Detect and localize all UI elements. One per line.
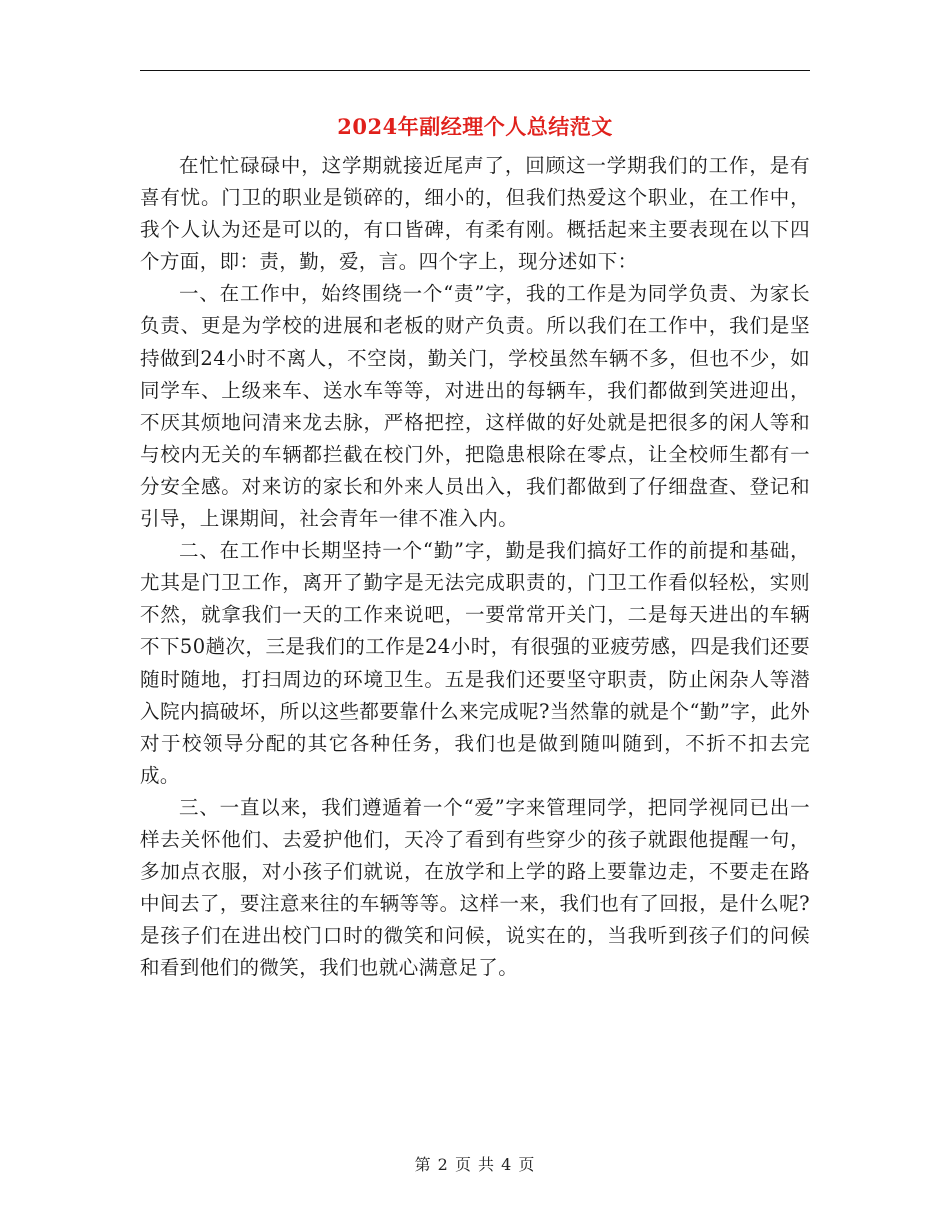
paragraph-diligence: 二、在工作中长期坚持一个“勤”字，勤是我们搞好工作的前提和基础，尤其是门卫工作，离开了勤字是无法完成职责的，门卫工作看似轻松，实则不然，就拿我们一天的工作来说吧，一要常常开关门，二是每天进出的车辆不下50趟次，三是我们的工作是24小时，有很强的亚疲劳感，四是我们还要随时随地，打扫周边的环境卫生。五是我们还要坚守职责，防止闲杂人等潜入院内搞破坏，所以这些都要靠什么来完成呢?当然靠的就是个“勤”字，此外对于校领导分配的其它各种任务，我们也是做到随叫随到，不折不扣去完成。 bbox=[140, 539, 810, 787]
paragraph-intro: 在忙忙碌碌中，这学期就接近尾声了，回顾这一学期我们的工作，是有喜有忧。门卫的职业是锁碎的，细小的，但我们热爱这个职业，在工作中，我个人认为还是可以的，有口皆碑，有柔有刚。概括起来主要表现在以下四个方面，即：责，勤，爱，言。四个字上，现分述如下： bbox=[140, 154, 810, 274]
document-title: 2024年副经理个人总结范文 bbox=[337, 114, 613, 139]
page-footer bbox=[0, 1155, 950, 1175]
paragraph-responsibility: 一、在工作中，始终围绕一个“责”字，我的工作是为同学负责、为家长负责、更是为学校的进展和老板的财产负责。所以我们在工作中，我们是坚持做到24小时不离人，不空岗，勤关门，学校虽然车辆不多，但也不少，如同学车、上级来车、送水车等等，对进出的每辆车，我们都做到笑进迎出，不厌其烦地问清来龙去脉，严格把控，这样做的好处就是把很多的闲人等和与校内无关的车辆都拦截在校门外，把隐患根除在零点，让全校师生都有一分安全感。对来访的家长和外来人员出入，我们都做到了仔细盘查、登记和引导，上课期间，社会青年一律不准入内。 bbox=[140, 282, 810, 531]
document-body bbox=[140, 150, 810, 984]
paragraph-care: 三、一直以来，我们遵遁着一个“爱”字来管理同学，把同学视同已出一样去关怀他们、去爱护他们，天冷了看到有些穿少的孩子就跟他提醒一句，多加点衣服，对小孩子们就说，在放学和上学的路上要靠边走，不要走在路中间去了，要注意来往的车辆等等。这样一来，我们也有了回报，是什么呢?是孩子们在进出校门口时的微笑和问候，说实在的，当我听到孩子们的问候和看到他们的微笑，我们也就心满意足了。 bbox=[140, 795, 810, 980]
page-number: 第 2 页 共 4 页 bbox=[414, 1155, 536, 1174]
header-rule bbox=[140, 70, 810, 71]
